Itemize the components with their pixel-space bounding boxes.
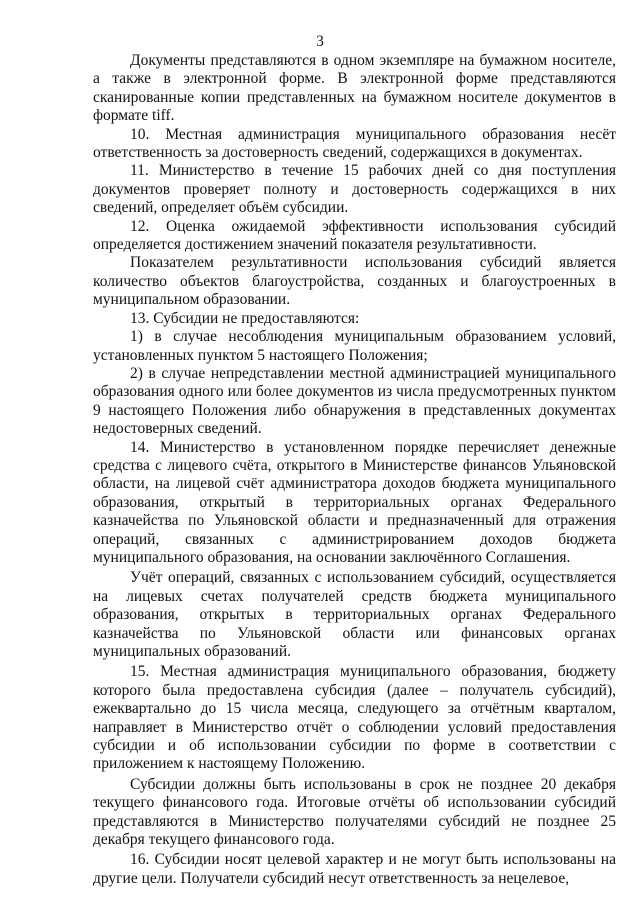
page-number: 3 [316, 33, 324, 50]
paragraph-12-indicator: Показателем результативности использования субсидий является количество объектов благоустройства, созданных и благоустроенных в муниципальном образовании. [93, 254, 616, 309]
paragraph-14: 14. Министерство в установленном порядке перечисляет денежные средства с лицевого счёта, открытого в Министерстве финансов Ульяновской области, на лицевой счёт администратора доходов бюджета муниципального образования, открытый в территориальных органах Федерального казначейства по Ульяновской области и предназначенный для отражения операций, связанных с администрированием доходов бюджета муниципального образования, на основании заключённого Соглашения. [93, 438, 616, 566]
paragraph-13-item-2: 2) в случае непредставлении местной администрацией муниципального образования одного или более документов из числа предусмотренных пунктом 9 настоящего Положения либо обнаружения в представленных документах недостоверных сведений. [93, 364, 616, 438]
paragraph-13-item-1: 1) в случае несоблюдения муниципальным образованием условий, установленных пунктом 5 настоящего Положения; [93, 328, 616, 364]
paragraph-12: 12. Оценка ожидаемой эффективности использования субсидий определяется достижением значений показателя результативности. [93, 217, 616, 254]
paragraph-14-accounting: Учёт операций, связанных с использованием субсидий, осуществляется на лицевых счетах получателей средств бюджета муниципального образования, открытых в территориальных органах Федерального казначейства по Ульяновской области или финансовых органах муниципальных образований. [93, 569, 616, 660]
paragraph-10: 10. Местная администрация муниципального образования несёт ответственность за достоверность сведений, содержащихся в документах. [93, 125, 616, 162]
paragraph-15: 15. Местная администрация муниципального образования, бюджету которого была предоставлена субсидия (далее – получатель субсидий), ежеквартально до 15 числа месяца, следующего за отчётным кварталом, направляет в Министерство отчёт о соблюдении условий предоставления субсидии и об использовании субсидии по форме в соответствии с приложением к настоящему Положению. [93, 663, 616, 773]
paragraph-11: 11. Министерство в течение 15 рабочих дней со дня поступления документов проверяет полноту и достоверность содержащихся в них сведений, определяет объём субсидии. [93, 162, 616, 217]
paragraph-13: 13. Субсидии не предоставляются: [130, 309, 360, 327]
paragraph-15-deadline: Субсидии должны быть использованы в срок не позднее 20 декабря текущего финансового года. Итоговые отчёты об использовании субсидий представляются в Министерство получателями субсидий не позднее 25 декабря текущего финансового года. [93, 775, 616, 849]
paragraph-documents-format: Документы представляются в одном экземпляре на бумажном носителе, а также в электронной форме. В электронной форме представляются сканированные копии представленных на бумажном носителе документов в формате tiff. [93, 52, 616, 125]
document-body [93, 52, 616, 888]
paragraph-16: 16. Субсидии носят целевой характер и не могут быть использованы на другие цели. Получатели субсидий несут ответственность за нецелевое, [93, 851, 616, 887]
